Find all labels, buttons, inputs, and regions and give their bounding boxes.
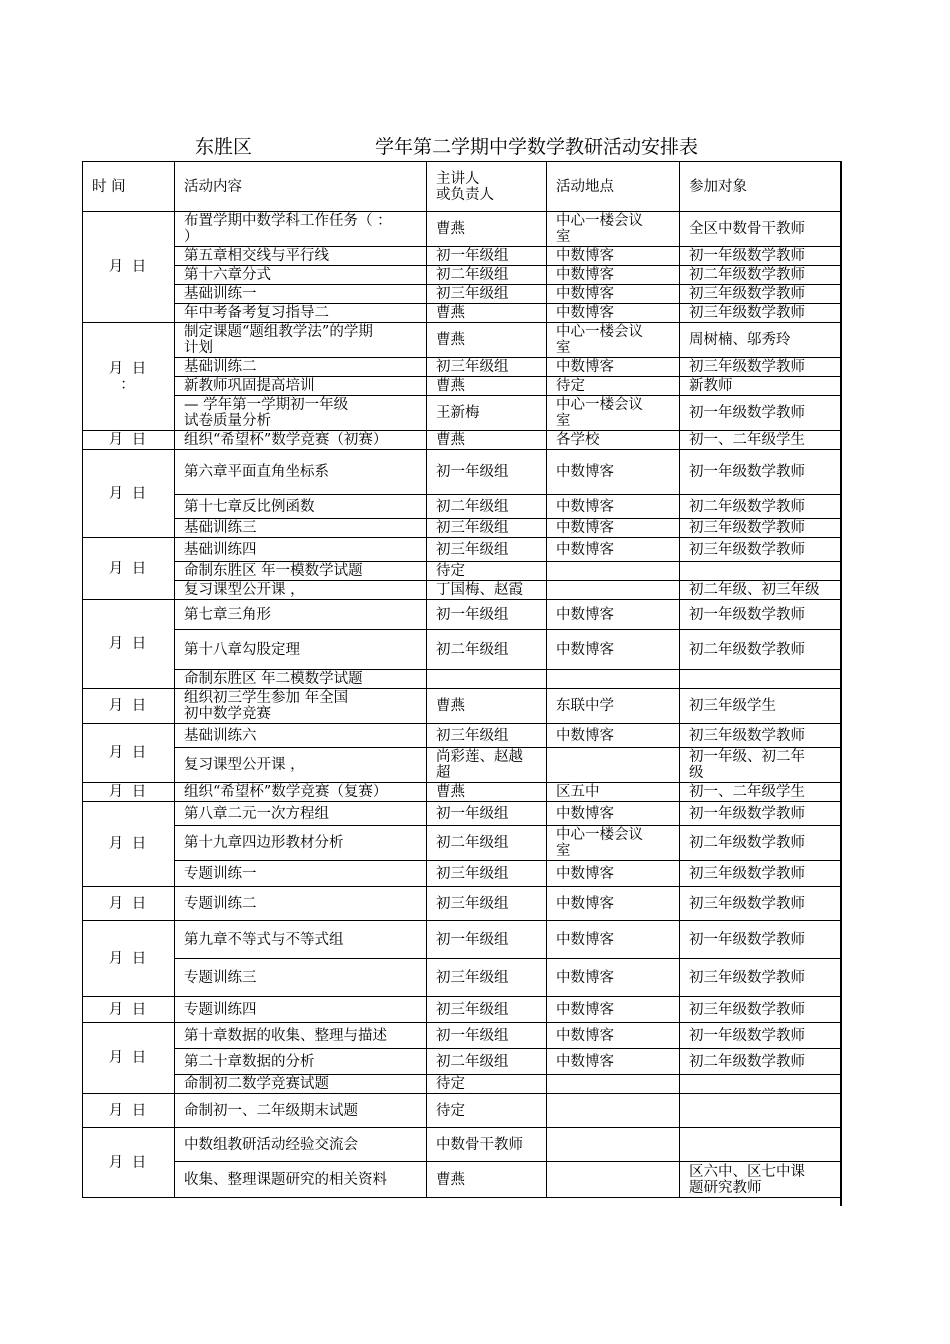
- time-cell: 月 日: [83, 802, 175, 887]
- table-row: [83, 519, 841, 538]
- location-cell: [547, 581, 680, 600]
- table-right-border: [840, 161, 842, 1206]
- audience-cell: 新教师: [680, 377, 841, 396]
- activity-cell: 组织“希望杯”数学竞赛（初赛）: [175, 431, 427, 450]
- location-cell: 区五中: [547, 783, 680, 802]
- schedule-table-body: [83, 162, 841, 1198]
- activity-cell: 复习课型公开课 ，: [175, 581, 427, 600]
- location-cell: 待定: [547, 377, 680, 396]
- location-cell: 中数博客: [547, 519, 680, 538]
- location-cell: 东联中学: [547, 689, 680, 724]
- title-district: 东胜区: [195, 136, 253, 158]
- header-row: [83, 162, 841, 212]
- location-cell: 中数博客: [547, 887, 680, 921]
- activity-cell: 收集、整理课题研究的相关资料: [175, 1162, 427, 1198]
- presenter-cell: 曹燕: [427, 1162, 547, 1198]
- audience-cell: [680, 1075, 841, 1094]
- activity-cell: 命制东胜区 年二模数学试题: [175, 670, 427, 689]
- activity-cell: 第九章不等式与不等式组: [175, 921, 427, 959]
- presenter-cell: 初一年级组: [427, 802, 547, 826]
- table-row: [83, 285, 841, 304]
- location-cell: 中数博客: [547, 1049, 680, 1075]
- header-activity: 活动内容: [175, 162, 427, 212]
- table-row: [83, 1023, 841, 1049]
- presenter-cell: 中数骨干教师: [427, 1128, 547, 1162]
- activity-cell: 第十章数据的收集、整理与描述: [175, 1023, 427, 1049]
- time-cell: 月 日: [83, 783, 175, 802]
- audience-cell: 初一年级数学教师: [680, 802, 841, 826]
- table-row: [83, 887, 841, 921]
- table-row: [83, 689, 841, 724]
- location-cell: 中数博客: [547, 538, 680, 562]
- table-row: [83, 997, 841, 1023]
- presenter-cell: 初三年级组: [427, 285, 547, 304]
- location-cell: 中数博客: [547, 600, 680, 630]
- activity-cell: 布置学期中数学科工作任务（ ： ）: [175, 212, 427, 247]
- header-audience: 参加对象: [680, 162, 841, 212]
- activity-cell: 第十八章勾股定理: [175, 630, 427, 670]
- table-row: [83, 377, 841, 396]
- table-row: [83, 630, 841, 670]
- table-row: [83, 670, 841, 689]
- activity-cell: 命制东胜区 年一模数学试题: [175, 562, 427, 581]
- location-cell: 中数博客: [547, 997, 680, 1023]
- presenter-cell: 曹燕: [427, 304, 547, 323]
- activity-cell: 第十九章四边形教材分析: [175, 826, 427, 861]
- audience-cell: 初二年级数学教师: [680, 826, 841, 861]
- audience-cell: [680, 1094, 841, 1128]
- header-presenter: 主讲人 或负责人: [427, 162, 547, 212]
- activity-cell: 基础训练二: [175, 358, 427, 377]
- activity-cell: 第七章三角形: [175, 600, 427, 630]
- audience-cell: 初二年级数学教师: [680, 266, 841, 285]
- location-cell: [547, 1162, 680, 1198]
- presenter-cell: 初一年级组: [427, 1023, 547, 1049]
- activity-cell: 专题训练一: [175, 861, 427, 887]
- audience-cell: 初三年级数学教师: [680, 997, 841, 1023]
- activity-cell: 复习课型公开课 ，: [175, 748, 427, 783]
- location-cell: 中数博客: [547, 630, 680, 670]
- schedule-table: [82, 161, 841, 1198]
- audience-cell: 初一年级数学教师: [680, 396, 841, 431]
- activity-cell: 第六章平面直角坐标系: [175, 450, 427, 495]
- time-cell: 月 日: [83, 538, 175, 600]
- time-cell: 月 日: [83, 887, 175, 921]
- activity-cell: 中数组教研活动经验交流会: [175, 1128, 427, 1162]
- location-cell: 中心一楼会议 室: [547, 323, 680, 358]
- audience-cell: 初二年级数学教师: [680, 1049, 841, 1075]
- table-row: [83, 538, 841, 562]
- activity-cell: 基础训练四: [175, 538, 427, 562]
- activity-cell: 第五章相交线与平行线: [175, 247, 427, 266]
- table-row: [83, 1094, 841, 1128]
- presenter-cell: 初三年级组: [427, 861, 547, 887]
- time-cell: 月 日: [83, 689, 175, 724]
- table-row: [83, 304, 841, 323]
- activity-cell: 基础训练一: [175, 285, 427, 304]
- presenter-cell: 曹燕: [427, 431, 547, 450]
- location-cell: [547, 562, 680, 581]
- table-row: [83, 450, 841, 495]
- presenter-cell: 待定: [427, 1075, 547, 1094]
- audience-cell: 初三年级数学教师: [680, 959, 841, 997]
- audience-cell: 初三年级数学教师: [680, 861, 841, 887]
- presenter-cell: 待定: [427, 1094, 547, 1128]
- presenter-cell: 初二年级组: [427, 630, 547, 670]
- location-cell: [547, 1094, 680, 1128]
- presenter-cell: 王新梅: [427, 396, 547, 431]
- location-cell: 中数博客: [547, 450, 680, 495]
- table-row: [83, 600, 841, 630]
- presenter-cell: 曹燕: [427, 212, 547, 247]
- location-cell: 中心一楼会议 室: [547, 826, 680, 861]
- time-cell: 月 日: [83, 1023, 175, 1094]
- table-row: [83, 1162, 841, 1198]
- table-row: [83, 1128, 841, 1162]
- audience-cell: 初一年级数学教师: [680, 600, 841, 630]
- table-row: [83, 396, 841, 431]
- presenter-cell: 初一年级组: [427, 450, 547, 495]
- presenter-cell: 初三年级组: [427, 997, 547, 1023]
- time-cell: 月 日: [83, 600, 175, 689]
- presenter-cell: 初三年级组: [427, 887, 547, 921]
- audience-cell: 初一年级数学教师: [680, 450, 841, 495]
- location-cell: 中数博客: [547, 724, 680, 748]
- table-row: [83, 581, 841, 600]
- audience-cell: 初一年级数学教师: [680, 921, 841, 959]
- location-cell: [547, 748, 680, 783]
- activity-cell: 专题训练三: [175, 959, 427, 997]
- audience-cell: 初一年级数学教师: [680, 1023, 841, 1049]
- presenter-cell: 初二年级组: [427, 266, 547, 285]
- time-cell: 月 日: [83, 997, 175, 1023]
- title-main: 学年第二学期中学数学教研活动安排表: [375, 136, 699, 158]
- audience-cell: 初二年级数学教师: [680, 495, 841, 519]
- presenter-cell: 初三年级组: [427, 724, 547, 748]
- activity-cell: 第二十章数据的分析: [175, 1049, 427, 1075]
- table-row: [83, 1049, 841, 1075]
- activity-cell: 基础训练三: [175, 519, 427, 538]
- activity-cell: 基础训练六: [175, 724, 427, 748]
- time-cell: 月 日: [83, 724, 175, 783]
- presenter-cell: 初二年级组: [427, 1049, 547, 1075]
- audience-cell: 初三年级数学教师: [680, 724, 841, 748]
- audience-cell: 初二年级、初三年级: [680, 581, 841, 600]
- table-row: [83, 921, 841, 959]
- location-cell: 中数博客: [547, 495, 680, 519]
- presenter-cell: 曹燕: [427, 377, 547, 396]
- presenter-cell: 初三年级组: [427, 959, 547, 997]
- table-row: [83, 212, 841, 247]
- activity-cell: 专题训练四: [175, 997, 427, 1023]
- activity-cell: 制定课题“题组教学法”的学期 计划: [175, 323, 427, 358]
- location-cell: 中数博客: [547, 285, 680, 304]
- location-cell: 中数博客: [547, 247, 680, 266]
- audience-cell: 初一年级、初二年 级: [680, 748, 841, 783]
- table-row: [83, 323, 841, 358]
- location-cell: 中数博客: [547, 921, 680, 959]
- table-row: [83, 748, 841, 783]
- presenter-cell: [427, 670, 547, 689]
- location-cell: [547, 1075, 680, 1094]
- time-cell: 月 日: [83, 450, 175, 538]
- activity-cell: 第八章二元一次方程组: [175, 802, 427, 826]
- presenter-cell: 初三年级组: [427, 538, 547, 562]
- presenter-cell: 曹燕: [427, 689, 547, 724]
- audience-cell: [680, 562, 841, 581]
- presenter-cell: 初三年级组: [427, 358, 547, 377]
- audience-cell: 初二年级数学教师: [680, 630, 841, 670]
- table-row: [83, 247, 841, 266]
- audience-cell: 初一、二年级学生: [680, 783, 841, 802]
- activity-cell: 第十七章反比例函数: [175, 495, 427, 519]
- activity-cell: 专题训练二: [175, 887, 427, 921]
- audience-cell: 初三年级数学教师: [680, 285, 841, 304]
- location-cell: [547, 1128, 680, 1162]
- table-row: [83, 358, 841, 377]
- presenter-cell: 初三年级组: [427, 519, 547, 538]
- time-cell: 月 日: [83, 1128, 175, 1198]
- presenter-cell: 初一年级组: [427, 921, 547, 959]
- table-row: [83, 959, 841, 997]
- location-cell: 中数博客: [547, 266, 680, 285]
- activity-cell: 命制初一、二年级期末试题: [175, 1094, 427, 1128]
- time-cell: 月 日: [83, 212, 175, 323]
- location-cell: 中心一楼会议 室: [547, 212, 680, 247]
- activity-cell: 年中考备考复习指导二: [175, 304, 427, 323]
- activity-cell: 组织初三学生参加 年全国 初中数学竞赛: [175, 689, 427, 724]
- activity-cell: 新教师巩固提高培训: [175, 377, 427, 396]
- presenter-cell: 尚彩莲、赵越 超: [427, 748, 547, 783]
- table-row: [83, 1075, 841, 1094]
- audience-cell: 初三年级数学教师: [680, 519, 841, 538]
- presenter-cell: 曹燕: [427, 783, 547, 802]
- table-row: [83, 724, 841, 748]
- time-cell: 月 日 ：: [83, 323, 175, 431]
- audience-cell: [680, 1128, 841, 1162]
- presenter-cell: 初一年级组: [427, 600, 547, 630]
- header-time: 时 间: [83, 162, 175, 212]
- activity-cell: 组织“希望杯”数学竞赛（复赛）: [175, 783, 427, 802]
- audience-cell: 区六中、区七中课 题研究教师: [680, 1162, 841, 1198]
- table-row: [83, 861, 841, 887]
- table-row: [83, 826, 841, 861]
- location-cell: 中数博客: [547, 358, 680, 377]
- time-cell: 月 日: [83, 1094, 175, 1128]
- presenter-cell: 初二年级组: [427, 826, 547, 861]
- time-cell: 月 日: [83, 921, 175, 997]
- presenter-cell: 初二年级组: [427, 495, 547, 519]
- table-row: [83, 783, 841, 802]
- presenter-cell: 初一年级组: [427, 247, 547, 266]
- table-row: [83, 266, 841, 285]
- audience-cell: 初一、二年级学生: [680, 431, 841, 450]
- location-cell: 各学校: [547, 431, 680, 450]
- audience-cell: 初三年级数学教师: [680, 358, 841, 377]
- audience-cell: 初三年级数学教师: [680, 304, 841, 323]
- audience-cell: 全区中数骨干教师: [680, 212, 841, 247]
- audience-cell: 初三年级数学教师: [680, 538, 841, 562]
- header-location: 活动地点: [547, 162, 680, 212]
- presenter-cell: 曹燕: [427, 323, 547, 358]
- audience-cell: [680, 670, 841, 689]
- table-row: [83, 495, 841, 519]
- location-cell: 中心一楼会议 室: [547, 396, 680, 431]
- location-cell: 中数博客: [547, 861, 680, 887]
- audience-cell: 初三年级学生: [680, 689, 841, 724]
- location-cell: 中数博客: [547, 304, 680, 323]
- document-title: [0, 132, 950, 160]
- audience-cell: 初一年级数学教师: [680, 247, 841, 266]
- location-cell: 中数博客: [547, 1023, 680, 1049]
- activity-cell: 第十六章分式: [175, 266, 427, 285]
- presenter-cell: 丁国梅、赵霞: [427, 581, 547, 600]
- location-cell: 中数博客: [547, 959, 680, 997]
- activity-cell: 命制初二数学竞赛试题: [175, 1075, 427, 1094]
- table-row: [83, 562, 841, 581]
- location-cell: 中数博客: [547, 802, 680, 826]
- time-cell: 月 日: [83, 431, 175, 450]
- activity-cell: — 学年第一学期初一年级 试卷质量分析: [175, 396, 427, 431]
- table-row: [83, 431, 841, 450]
- presenter-cell: 待定: [427, 562, 547, 581]
- audience-cell: 周树楠、邬秀玲: [680, 323, 841, 358]
- audience-cell: 初三年级数学教师: [680, 887, 841, 921]
- table-row: [83, 802, 841, 826]
- location-cell: [547, 670, 680, 689]
